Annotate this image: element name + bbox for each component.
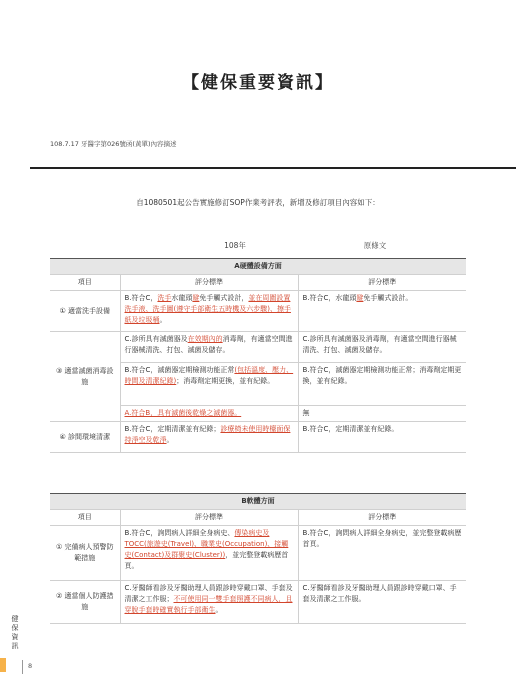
divider [22,660,23,674]
standard-new: B.符合C，定期清潔並有紀錄；診療椅未使用時檯面保持淨空及乾淨。 [120,422,298,453]
section-title: A硬體設備方面 [50,259,466,275]
standard-old: B.符合C，水龍頭避免手觸式設計。 [298,291,466,332]
standard-old: C.診所具有滅菌器及消毒劑，有適當空間進行器械清洗、打包、滅菌及儲存。 [298,332,466,363]
row-item: ② 適當個人防護措施 [50,581,120,624]
column-header-old: 原條文 [363,241,387,250]
page-tab-marker [0,658,6,672]
intro-text: 自1080501起公告實施修訂SOP作業考評表，新增及修訂項目內容如下： [136,198,380,207]
standard-old: B.符合C，滅菌器定期檢測功能正常；消毒劑定期更換，並有紀錄。 [298,363,466,406]
standard-old: B.符合C，定期清潔並有紀錄。 [298,422,466,453]
hardware-table [50,258,466,453]
row-item: ① 適當洗手設備 [50,291,120,332]
page-number: 8 [28,662,33,670]
table-row [50,581,466,624]
standard-old: B.符合C，詢問病人詳細全身病史，並完整登載病歷首頁。 [298,526,466,581]
section-title: B軟體方面 [50,494,466,510]
standard-old: C.牙醫師看診及牙醫助理人員跟診時穿戴口罩、手套及清潔之工作服。 [298,581,466,624]
table-row [50,422,466,453]
header-item: 項目 [50,510,120,526]
page-title: 【健保重要資訊】 [182,73,334,93]
table-row [50,291,466,332]
standard-new: B.符合C，詢問病人詳細全身病史、傳染病史及TOCC(旅遊史(Travel)、職業史(Occupation)、接觸史(Contact)及群聚史(Cluster))，並完整登載病歷首頁。 [120,526,298,581]
table-row [50,526,466,581]
header-standard-old: 評分標準 [298,275,466,291]
standard-old: 無 [298,406,466,422]
row-item: ③ 適當滅菌消毒設施 [50,332,120,422]
standard-new: B.符合C，滅菌器定期檢測功能正常(包括溫度、壓力、時間及清潔紀錄)；消毒劑定期更換，並有紀錄。 [120,363,298,406]
header-standard-old: 評分標準 [298,510,466,526]
row-item: ④ 診間環境清潔 [50,422,120,453]
row-item: ① 完備病人預警防範措施 [50,526,120,581]
divider [30,167,516,169]
standard-new: B.符合C，洗手水龍頭避免手觸式設計，並在周圍設置洗手液、洗手圖(遵守手部衛生五時機及六步驟)、擦手紙及垃圾桶。 [120,291,298,332]
standard-new: C.牙醫師看診及牙醫助理人員跟診時穿戴口罩、手套及清潔之工作服；不可使用同一雙手套照護不同病人，且穿脫手套時確實執行手部衛生。 [120,581,298,624]
sidebar-section-label: 健保資訊 [11,615,19,650]
column-header-new: 108年 [224,241,246,250]
document-reference: 108.7.17 牙醫字第026號函(黃單)內容摘述 [50,140,177,148]
header-item: 項目 [50,275,120,291]
standard-new: C.診所具有滅菌器及在效期內的消毒劑，有適當空間進行器械清洗、打包、滅菌及儲存。 [120,332,298,363]
software-table [50,493,466,624]
header-standard-new: 評分標準 [120,275,298,291]
standard-new: A.符合B，具有滅菌後乾燥之滅菌器。 [120,406,298,422]
header-standard-new: 評分標準 [120,510,298,526]
table-row [50,332,466,363]
